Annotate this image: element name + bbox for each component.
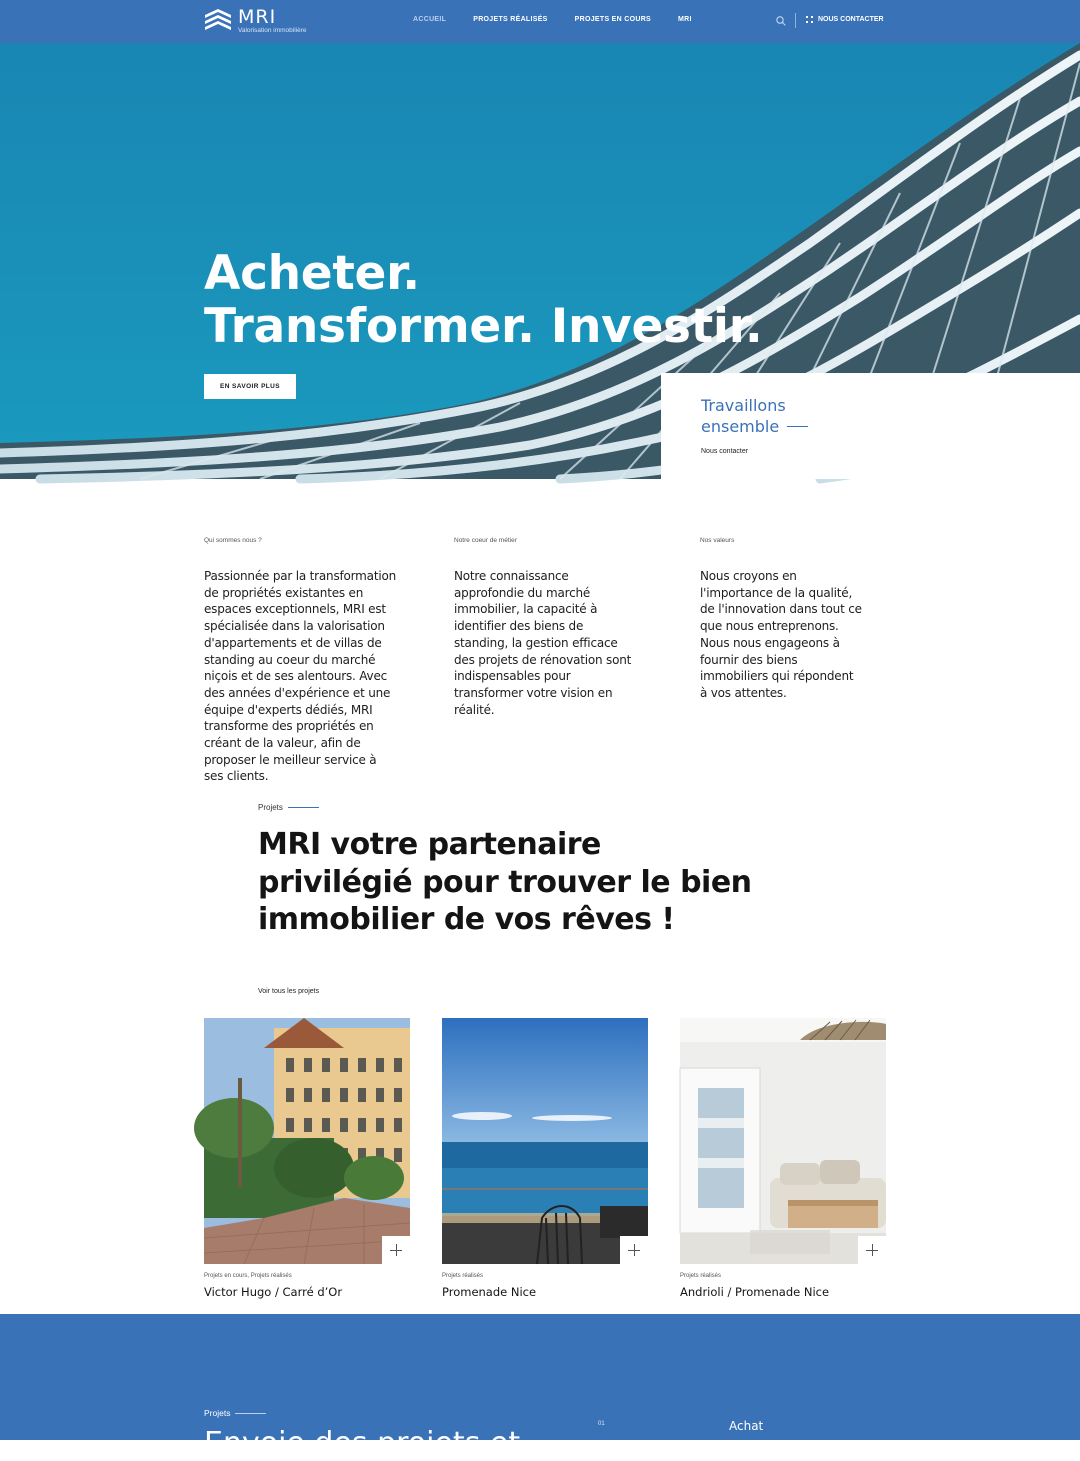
nav-contact-link[interactable] — [806, 16, 884, 23]
projects-kicker — [258, 803, 319, 812]
blue-kicker — [204, 1408, 266, 1418]
projects-kicker-label: Projets — [258, 803, 283, 812]
project-image-victor-hugo[interactable] — [204, 1018, 410, 1264]
logo[interactable] — [204, 6, 307, 34]
see-all-projects-link[interactable]: Voir tous les projets — [258, 988, 320, 995]
project-image-andrioli[interactable] — [680, 1018, 886, 1264]
nav-link-accueil[interactable]: ACCUEIL — [413, 16, 447, 23]
slide-number: 01 — [598, 1421, 605, 1427]
hero-title-line1: Acheter. — [204, 246, 420, 301]
plus-icon[interactable] — [382, 1236, 410, 1264]
card-tags[interactable]: Projets en cours, Projets réalisés — [204, 1273, 292, 1279]
project-card[interactable] — [204, 1018, 410, 1299]
column-label: Nos valeurs — [700, 537, 735, 544]
about-column-metier — [454, 537, 640, 718]
work-together-box — [661, 373, 1080, 479]
column-label: Qui sommes nous ? — [204, 537, 262, 544]
top-nav — [0, 0, 1080, 43]
card-tags[interactable]: Projets réalisés — [442, 1273, 484, 1279]
hero-title-line2: Transformer. Investir. — [204, 299, 763, 354]
about-column-valeurs — [700, 537, 862, 702]
work-title-line2-wrap — [701, 416, 808, 437]
nav-contact-label: NOUS CONTACTER — [818, 16, 884, 23]
column-text: Passionnée par la transformation de propriétés existantes en espaces exceptionnels, MRI est spécialisée dans la valorisation d'appartements et de villas de standing au coeur du marché niçois et de ses alentours. Avec des années d'expérience et une équipe d'experts dédiés, MRI transforme des propriétés en créant de la valeur, afin de proposer le meilleur service à ses clients. — [204, 569, 397, 784]
work-title-line2: ensemble — [701, 417, 780, 436]
projects-blue-section — [0, 1314, 1080, 1461]
work-title-line1: Travaillons — [701, 396, 786, 415]
hero-title — [204, 247, 762, 353]
card-title[interactable]: Andrioli / Promenade Nice — [680, 1285, 830, 1299]
project-card[interactable] — [442, 1018, 648, 1299]
contact-link[interactable]: Nous contacter — [701, 448, 749, 455]
nav-link-mri[interactable]: MRI — [678, 16, 692, 23]
about-column-who — [204, 537, 396, 785]
card-title[interactable]: Promenade Nice — [442, 1285, 537, 1299]
grid-dots-icon — [806, 16, 813, 23]
nav-link-projets-en-cours[interactable]: PROJETS EN COURS — [574, 16, 652, 23]
nav-divider — [795, 13, 796, 28]
accent-line — [787, 426, 808, 427]
en-savoir-plus-button[interactable]: EN SAVOIR PLUS — [204, 374, 296, 399]
project-image-promenade[interactable] — [442, 1018, 648, 1264]
logo-building-icon — [204, 8, 232, 33]
column-label: Notre coeur de métier — [454, 537, 517, 544]
projects-heading: MRI votre partenaire privilégié pour trouver le bien immobilier de vos rêves ! — [258, 827, 752, 937]
logo-text: MRI — [238, 6, 277, 28]
work-together-title — [701, 395, 808, 437]
accent-line — [288, 807, 319, 808]
project-card[interactable] — [680, 1018, 886, 1299]
column-text: Notre connaissance approfondie du marché immobilier, la capacité à identifier des biens de standing, la gestion efficace des projets de rénovation sont indispensables pour transformer votre vision en réalité. — [454, 569, 632, 717]
column-text: Nous croyons en l'importance de la qualité, de l'innovation dans tout ce que nous entreprenons. Nous nous engageons à fournir des biens immobiliers qui répondent à vos attentes. — [700, 569, 862, 700]
search-icon[interactable] — [776, 16, 786, 26]
blue-kicker-label: Projets — [204, 1408, 231, 1418]
card-tags[interactable]: Projets réalisés — [680, 1273, 722, 1279]
accent-line — [235, 1413, 266, 1414]
main-menu — [413, 16, 719, 23]
plus-icon[interactable] — [620, 1236, 648, 1264]
nav-link-projets-realises[interactable]: PROJETS RÉALISÉS — [473, 16, 548, 23]
category-item-achat[interactable]: Achat — [729, 1419, 764, 1433]
blue-section-heading: Envoie des projets et — [204, 1426, 521, 1461]
card-title[interactable]: Victor Hugo / Carré d’Or — [204, 1285, 343, 1299]
plus-icon[interactable] — [858, 1236, 886, 1264]
logo-subtitle: Valorisation immobilière — [238, 27, 307, 34]
